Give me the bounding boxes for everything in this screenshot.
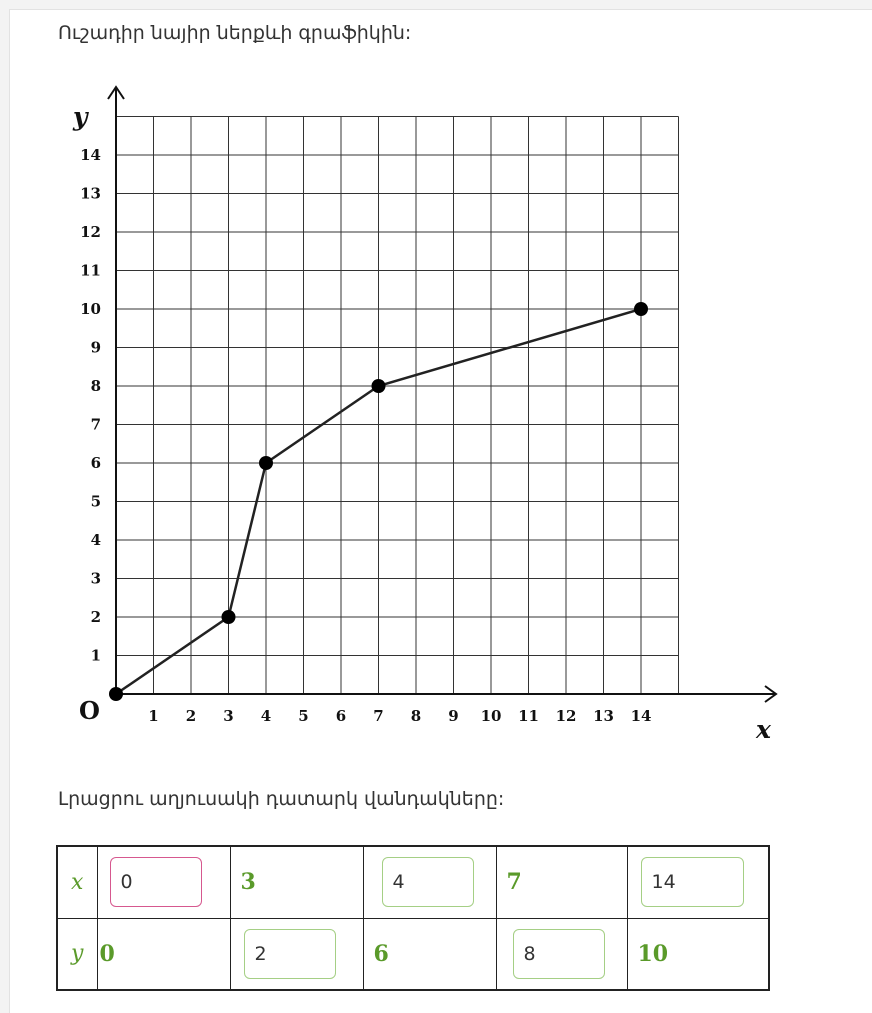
cell-x-5 bbox=[627, 846, 769, 918]
x-input-3[interactable] bbox=[382, 857, 474, 907]
x-input-1[interactable] bbox=[110, 857, 202, 907]
cell-y-2 bbox=[230, 918, 363, 990]
data-point bbox=[372, 379, 386, 393]
cell-y-5 bbox=[627, 918, 769, 990]
x-tick-label: 1 bbox=[148, 707, 159, 725]
x-tick-label: 14 bbox=[630, 707, 652, 725]
y-value-5: 10 bbox=[637, 940, 669, 967]
y-tick-label: 14 bbox=[80, 146, 101, 164]
answer-table bbox=[56, 845, 770, 991]
x-tick-label: 11 bbox=[518, 707, 539, 725]
x-tick-label: 5 bbox=[298, 707, 309, 725]
cell-y-4 bbox=[496, 918, 627, 990]
x-axis-label: x bbox=[756, 715, 771, 744]
data-point bbox=[259, 456, 273, 470]
x-tick-label: 2 bbox=[185, 707, 197, 725]
y-tick-label: 12 bbox=[80, 223, 101, 241]
y-value-1: 0 bbox=[99, 940, 115, 967]
table-row-y bbox=[57, 918, 769, 990]
y-tick-label: 8 bbox=[90, 377, 101, 395]
y-tick-label: 10 bbox=[80, 300, 101, 318]
y-tick-label: 1 bbox=[90, 646, 101, 665]
y-tick-label: 7 bbox=[90, 415, 101, 434]
x-tick-label: 4 bbox=[260, 707, 272, 725]
x-tick-label: 3 bbox=[223, 707, 234, 725]
instruction-complete: Լրացրու աղյուսակի դատարկ վանդակները: bbox=[58, 788, 505, 810]
y-value-3: 6 bbox=[373, 940, 389, 967]
data-point bbox=[222, 610, 236, 624]
instruction-observe: Ուշադիր նայիր ներքևի գրաֆիկին: bbox=[58, 22, 412, 44]
x-tick-label: 12 bbox=[555, 707, 577, 725]
cell-y-3 bbox=[363, 918, 496, 990]
row-header-y bbox=[57, 918, 97, 990]
x-tick-label: 7 bbox=[373, 707, 384, 725]
y-input-2[interactable] bbox=[244, 929, 336, 979]
y-tick-label: 5 bbox=[90, 492, 101, 511]
x-input-5[interactable] bbox=[641, 857, 744, 907]
var-x-label: x bbox=[71, 869, 84, 895]
x-tick-label: 8 bbox=[410, 707, 422, 725]
y-axis-label: y bbox=[73, 102, 88, 131]
cell-x-2 bbox=[230, 846, 363, 918]
y-tick-label: 9 bbox=[90, 338, 101, 357]
data-point bbox=[634, 302, 648, 316]
x-tick-label: 6 bbox=[335, 707, 347, 725]
cell-x-3 bbox=[363, 846, 496, 918]
y-input-4[interactable] bbox=[513, 929, 605, 979]
row-header-x bbox=[57, 846, 97, 918]
data-point bbox=[109, 687, 123, 701]
y-tick-label: 11 bbox=[80, 261, 101, 280]
y-tick-label: 13 bbox=[80, 184, 101, 203]
x-tick-label: 13 bbox=[593, 707, 614, 725]
y-tick-label: 2 bbox=[90, 608, 101, 626]
x-value-2: 3 bbox=[240, 869, 256, 896]
cell-x-4 bbox=[496, 846, 627, 918]
origin-label: O bbox=[79, 696, 100, 725]
y-tick-label: 6 bbox=[90, 454, 101, 472]
cell-x-1 bbox=[97, 846, 230, 918]
x-tick-label: 10 bbox=[480, 707, 502, 725]
table-row-x bbox=[57, 846, 769, 918]
cell-y-1 bbox=[97, 918, 230, 990]
y-tick-label: 4 bbox=[90, 531, 101, 549]
var-y-label: y bbox=[71, 941, 84, 967]
y-tick-label: 3 bbox=[90, 569, 101, 588]
x-value-4: 7 bbox=[506, 869, 522, 896]
x-tick-label: 9 bbox=[448, 707, 459, 725]
